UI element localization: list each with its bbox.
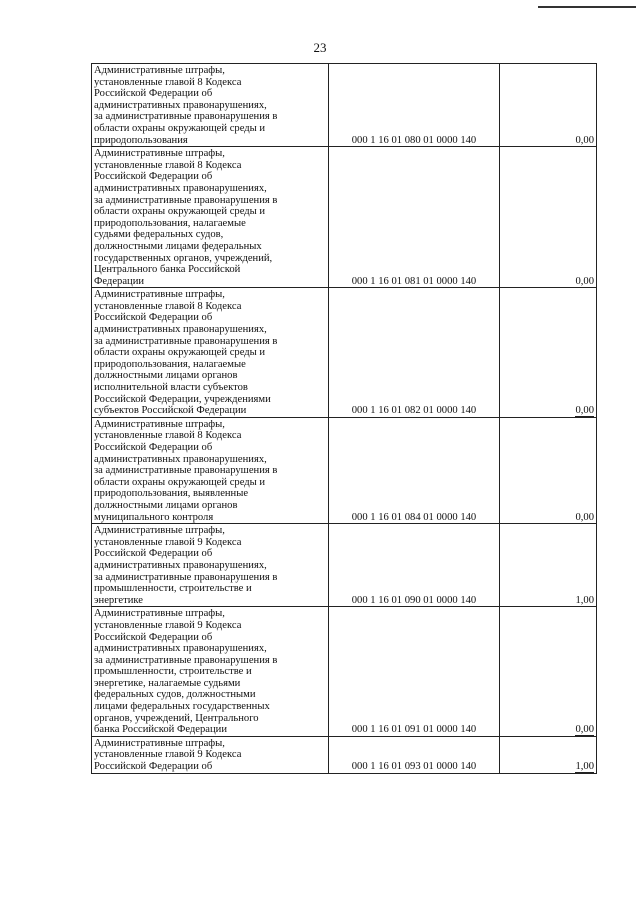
amount-value: 0,00 [575,405,594,417]
table-row [92,417,597,523]
budget-classification-code: 000 1 16 01 091 01 0000 140 [329,607,500,737]
budget-classification-code: 000 1 16 01 084 01 0000 140 [329,417,500,523]
table-row [92,288,597,418]
budget-classification-code: 000 1 16 01 082 01 0000 140 [329,288,500,418]
table-row [92,147,597,288]
amount-cell [500,64,597,147]
row-description: Административные штрафы, установленные главой 9 Кодекса Российской Федерации об административных правонарушениях, за административные правонарушения в промышленности, строительстве и энергетике [92,524,329,607]
row-description: Административные штрафы, установленные главой 8 Кодекса Российской Федерации об административных правонарушениях, за административные правонарушения в области охраны окружающей среды и природопользования, налагаемые судьями федеральных судов, должностными лицами федеральных государственных органов, учреждений, Центрального банка Российской Федерации [92,147,329,288]
amount-cell [500,524,597,607]
amount-cell [500,736,597,773]
table-row [92,64,597,147]
amount-cell [500,288,597,418]
amount-value: 1,00 [575,761,594,773]
amount-value: 0,00 [575,511,594,523]
amount-value: 0,00 [575,275,594,287]
budget-classification-code: 000 1 16 01 080 01 0000 140 [329,64,500,147]
row-description: Административные штрафы, установленные главой 8 Кодекса Российской Федерации об административных правонарушениях, за административные правонарушения в области охраны окружающей среды и природопользования [92,64,329,147]
table-row [92,607,597,737]
budget-classification-code: 000 1 16 01 081 01 0000 140 [329,147,500,288]
row-description: Административные штрафы, установленные главой 9 Кодекса Российской Федерации об административных правонарушениях, за административные правонарушения в промышленности, строительстве и энергетике, налагаемые судьями федеральных судов, должностными лицами федеральных государственных органов, учреждений, Центрального банка Российской Федерации [92,607,329,737]
revenue-table [91,63,597,774]
amount-value: 0,00 [575,724,594,736]
table-body [92,64,597,774]
table-row [92,524,597,607]
row-description: Административные штрафы, установленные главой 8 Кодекса Российской Федерации об административных правонарушениях, за административные правонарушения в области охраны окружающей среды и природопользования, налагаемые должностными лицами органов исполнительной власти субъектов Российской Федерации, учреждениями субъектов Российской Федерации [92,288,329,418]
amount-cell [500,417,597,523]
table-row [92,736,597,773]
top-rule [538,6,636,8]
amount-cell [500,607,597,737]
amount-cell [500,147,597,288]
row-description: Административные штрафы, установленные главой 9 Кодекса Российской Федерации об [92,736,329,773]
amount-value: 1,00 [575,594,594,606]
page-number: 23 [313,40,327,55]
budget-classification-code: 000 1 16 01 093 01 0000 140 [329,736,500,773]
budget-classification-code: 000 1 16 01 090 01 0000 140 [329,524,500,607]
row-description: Административные штрафы, установленные главой 8 Кодекса Российской Федерации об административных правонарушениях, за административные правонарушения в области охраны окружающей среды и природопользования, выявленные должностными лицами органов муниципального контроля [92,417,329,523]
amount-value: 0,00 [575,134,594,146]
